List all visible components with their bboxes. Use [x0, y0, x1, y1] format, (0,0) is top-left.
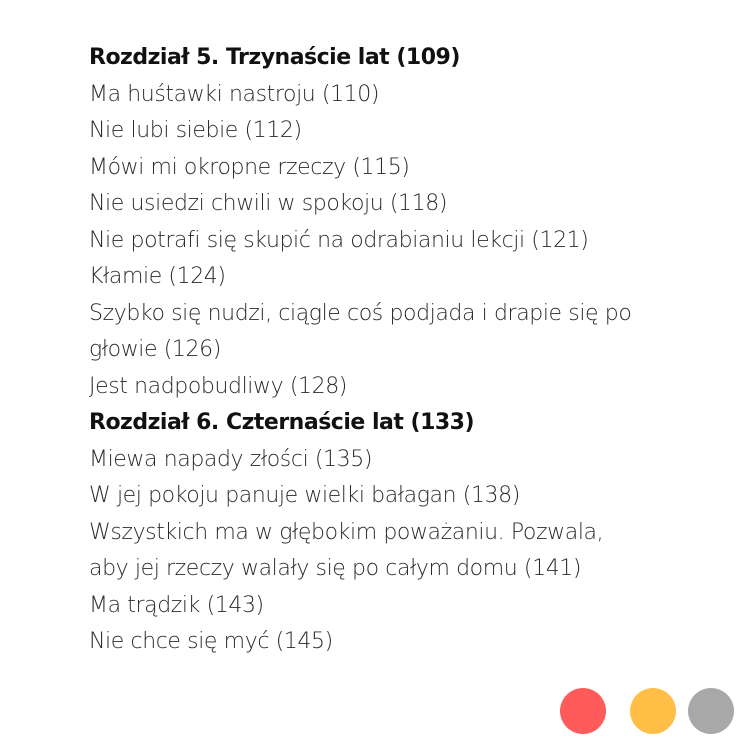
chapter-heading: Rozdział 6. Czternaście lat (133) [89, 410, 475, 435]
gray-dot-icon [688, 688, 734, 734]
chapter-heading: Rozdział 5. Trzynaście lat (109) [89, 45, 460, 70]
toc-entry: Kłamie (124) [89, 264, 226, 289]
yellow-dot-icon [630, 688, 676, 734]
toc-entry: Mówi mi okropne rzeczy (115) [89, 154, 410, 180]
toc-entry: Ma huśtawki nastroju (110) [89, 81, 380, 107]
toc-entry: W jej pokoju panuje wielki bałagan (138) [89, 483, 520, 508]
toc-entry: Nie usiedzi chwili w spokoju (118) [89, 191, 448, 216]
red-dot-icon [560, 688, 606, 734]
toc-entry: Nie potrafi się skupić na odrabianiu lekcji (121) [89, 227, 589, 253]
toc-entry: Szybko się nudzi, ciągle coś podjada i drapie się po głowie (126) [89, 300, 632, 362]
toc-entry: Nie lubi siebie (112) [89, 118, 302, 143]
decorative-dots [560, 688, 736, 734]
table-of-contents [89, 40, 709, 661]
toc-entry: Miewa napady złości (135) [89, 446, 373, 472]
toc-entry: Ma trądzik (143) [89, 592, 264, 618]
toc-entry: Jest nadpobudliwy (128) [89, 373, 347, 399]
toc-entry: Nie chce się myć (145) [89, 629, 333, 654]
toc-entry: Wszystkich ma w głębokim poważaniu. Pozwala, aby jej rzeczy walały się po całym domu (141) [89, 519, 604, 581]
